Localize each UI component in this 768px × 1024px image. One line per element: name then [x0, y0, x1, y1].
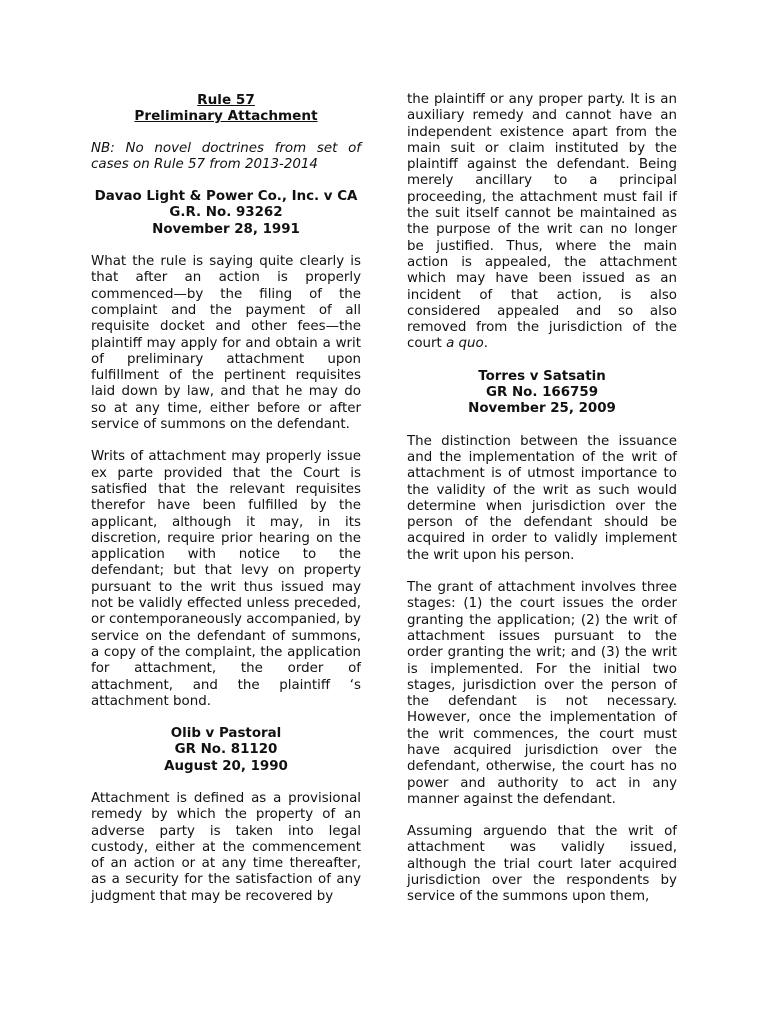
case-name: Davao Light & Power Co., Inc. v CA — [94, 189, 358, 205]
paragraph: Attachment is defined as a provisional remedy by which the property of an adverse party is taken into legal custody, either at the commencement of an action or at any time thereafter, as a security for the satisfaction of any judgment that may be recovered by — [91, 790, 361, 904]
continued-text-end: . — [483, 336, 488, 352]
note-text: NB: No novel doctrines from set of cases on Rule 57 from 2013-2014 — [91, 140, 361, 172]
case-name: Torres v Satsatin — [478, 368, 606, 384]
paragraph: The grant of attachment involves three stages: (1) the court issues the order granting the application; (2) the writ of attachment issues pursuant to the order granting the writ; and (3) the writ is implemented. For the initial two stages, jurisdiction over the person of the defendant is not necessary. However, once the implementation of the writ commences, the court must have acquired jurisdiction over the defendant, otherwise, the court has no power and authority to act in any manner against the defendant. — [407, 580, 677, 807]
case-heading — [407, 369, 677, 418]
case-heading — [91, 726, 361, 775]
left-column — [91, 92, 361, 905]
case-date: November 25, 2009 — [468, 401, 616, 417]
case-date: August 20, 1990 — [164, 758, 288, 774]
title-topic: Preliminary Attachment — [134, 108, 318, 125]
case-gr-number: GR No. 81120 — [174, 742, 278, 758]
case-gr-number: GR No. 166759 — [485, 385, 599, 401]
case-heading — [91, 189, 361, 238]
case-gr-number: G.R. No. 93262 — [169, 205, 283, 221]
case-date: November 28, 1991 — [152, 221, 300, 237]
right-column — [407, 92, 677, 906]
case-name: Olib v Pastoral — [170, 726, 282, 742]
document-title — [91, 92, 361, 125]
continued-text: the plaintiff or any proper party. It is an auxiliary remedy and cannot have an independent existence apart from the main suit or claim instituted by the plaintiff against the defendant. Being merely ancillary to a principal proceeding, the attachment must fail if the suit itself cannot be maintained as the purpose of the writ can no longer be justified. Thus, where the main action is appealed, the attachment which may have been issued as an incident of that action, is also considered appealed and so also removed from the jurisdiction of the court — [407, 92, 677, 352]
title-rule: Rule 57 — [197, 92, 255, 108]
paragraph: Assuming arguendo that the writ of attachment was validly issued, although the trial court later acquired jurisdiction over the respondents by service of the summons upon them, — [407, 824, 677, 905]
paragraph-continued — [407, 92, 677, 353]
paragraph: Writs of attachment may properly issue ex parte provided that the Court is satisfied that the relevant requisites therefor have been fulfilled by the applicant, although it may, in its discretion, require prior hearing on the application with notice to the defendant; but that levy on property pursuant to the writ thus issued may not be validly effected unless preceded, or contemporaneously accompanied, by service on the defendant of summons, a copy of the complaint, the application for attachment, the order of attachment, and the plaintiff ‘s attachment bond. — [91, 449, 361, 709]
italic-term: a quo — [446, 336, 484, 352]
paragraph: What the rule is saying quite clearly is that after an action is properly commenced—by the filing of the complaint and the payment of all requisite docket and other fees—the plaintiff may apply for and obtain a writ of preliminary attachment upon fulfillment of the pertinent requisites laid down by law, and that he may do so at any time, either before or after service of summons on the defendant. — [91, 254, 361, 433]
paragraph: The distinction between the issuance and the implementation of the writ of attachment is of utmost importance to the validity of the writ as such would determine when jurisdiction over the person of the defendant should be acquired in order to validly implement the writ upon his person. — [407, 433, 677, 563]
